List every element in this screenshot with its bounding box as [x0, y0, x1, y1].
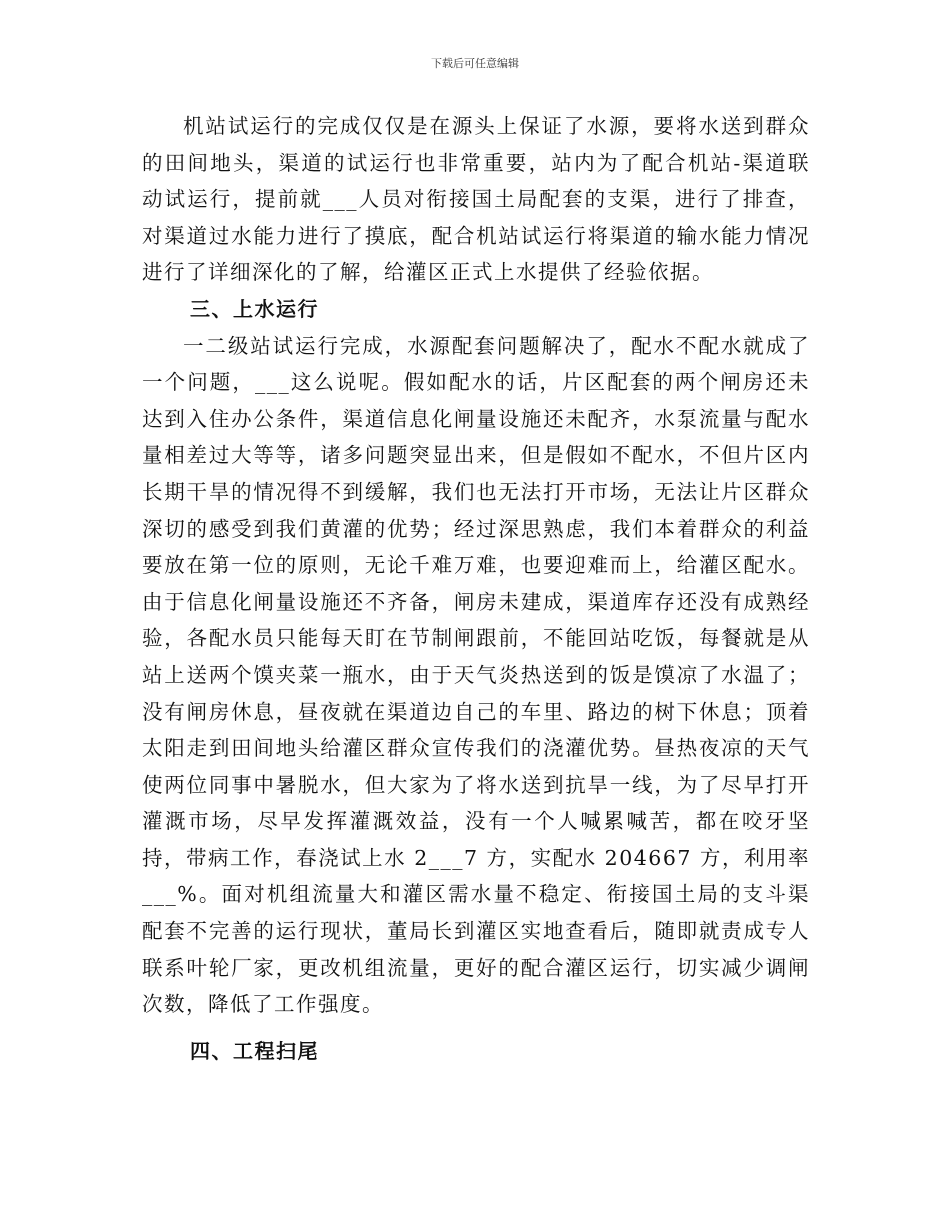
paragraph-water-operation: 一二级站试运行完成，水源配套问题解决了，配水不配水就成了一个问题，___这么说呢。假如配水的话，片区配套的两个闸房还未达到入住办公条件，渠道信息化闸量设施还未配齐，水泵流量与配水量相差过大等等，诸多问题突显出来，但是假如不配水，不但片区内长期干旱的情况得不到缓解，我们也无法打开市场，无法让片区群众深切的感受到我们黄灌的优势；经过深思熟虑，我们本着群众的利益要放在第一位的原则，无论千难万难，也要迎难而上，给灌区配水。由于信息化闸量设施还不齐备，闸房未建成，渠道库存还没有成熟经验，各配水员只能每天盯在节制闸跟前，不能回站吃饭，每餐就是从站上送两个馍夹菜一瓶水，由于天气炎热送到的饭是馍凉了水温了；没有闸房休息，昼夜就在渠道边自己的车里、路边的树下休息；顶着太阳走到田间地头给灌区群众宣传我们的浇灌优势。昼热夜凉的天气使两位同事中暑脱水，但大家为了将水送到抗旱一线，为了尽早打开灌溉市场，尽早发挥灌溉效益，没有一个人喊累喊苦，都在咬牙坚持，带病工作，春浇试上水 2___7 方，实配水 204667 方，利用率___%。面对机组流量大和灌区需水量不稳定、衔接国土局的支斗渠配套不完善的运行现状，董局长到灌区实地查看后，随即就责成专人联系叶轮厂家，更改机组流量，更好的配合灌区运行，切实减少调闸次数，降低了工作强度。	[142, 333, 810, 1017]
section-heading-4: 四、工程扫尾	[190, 1038, 319, 1063]
document-body	[142, 108, 810, 1069]
section-heading-3: 三、上水运行	[190, 296, 319, 321]
paragraph-channel-trial: 机站试运行的完成仅仅是在源头上保证了水源，要将水送到群众的田间地头，渠道的试运行也非常重要，站内为了配合机站-渠道联动试运行，提前就___人员对衔接国土局配套的支渠，进行了排查，对渠道过水能力进行了摸底，配合机站试运行将渠道的输水能力情况进行了详细深化的了解，给灌区正式上水提供了经验依据。	[142, 114, 810, 285]
page-header-note: 下载后可任意编辑	[431, 57, 519, 70]
